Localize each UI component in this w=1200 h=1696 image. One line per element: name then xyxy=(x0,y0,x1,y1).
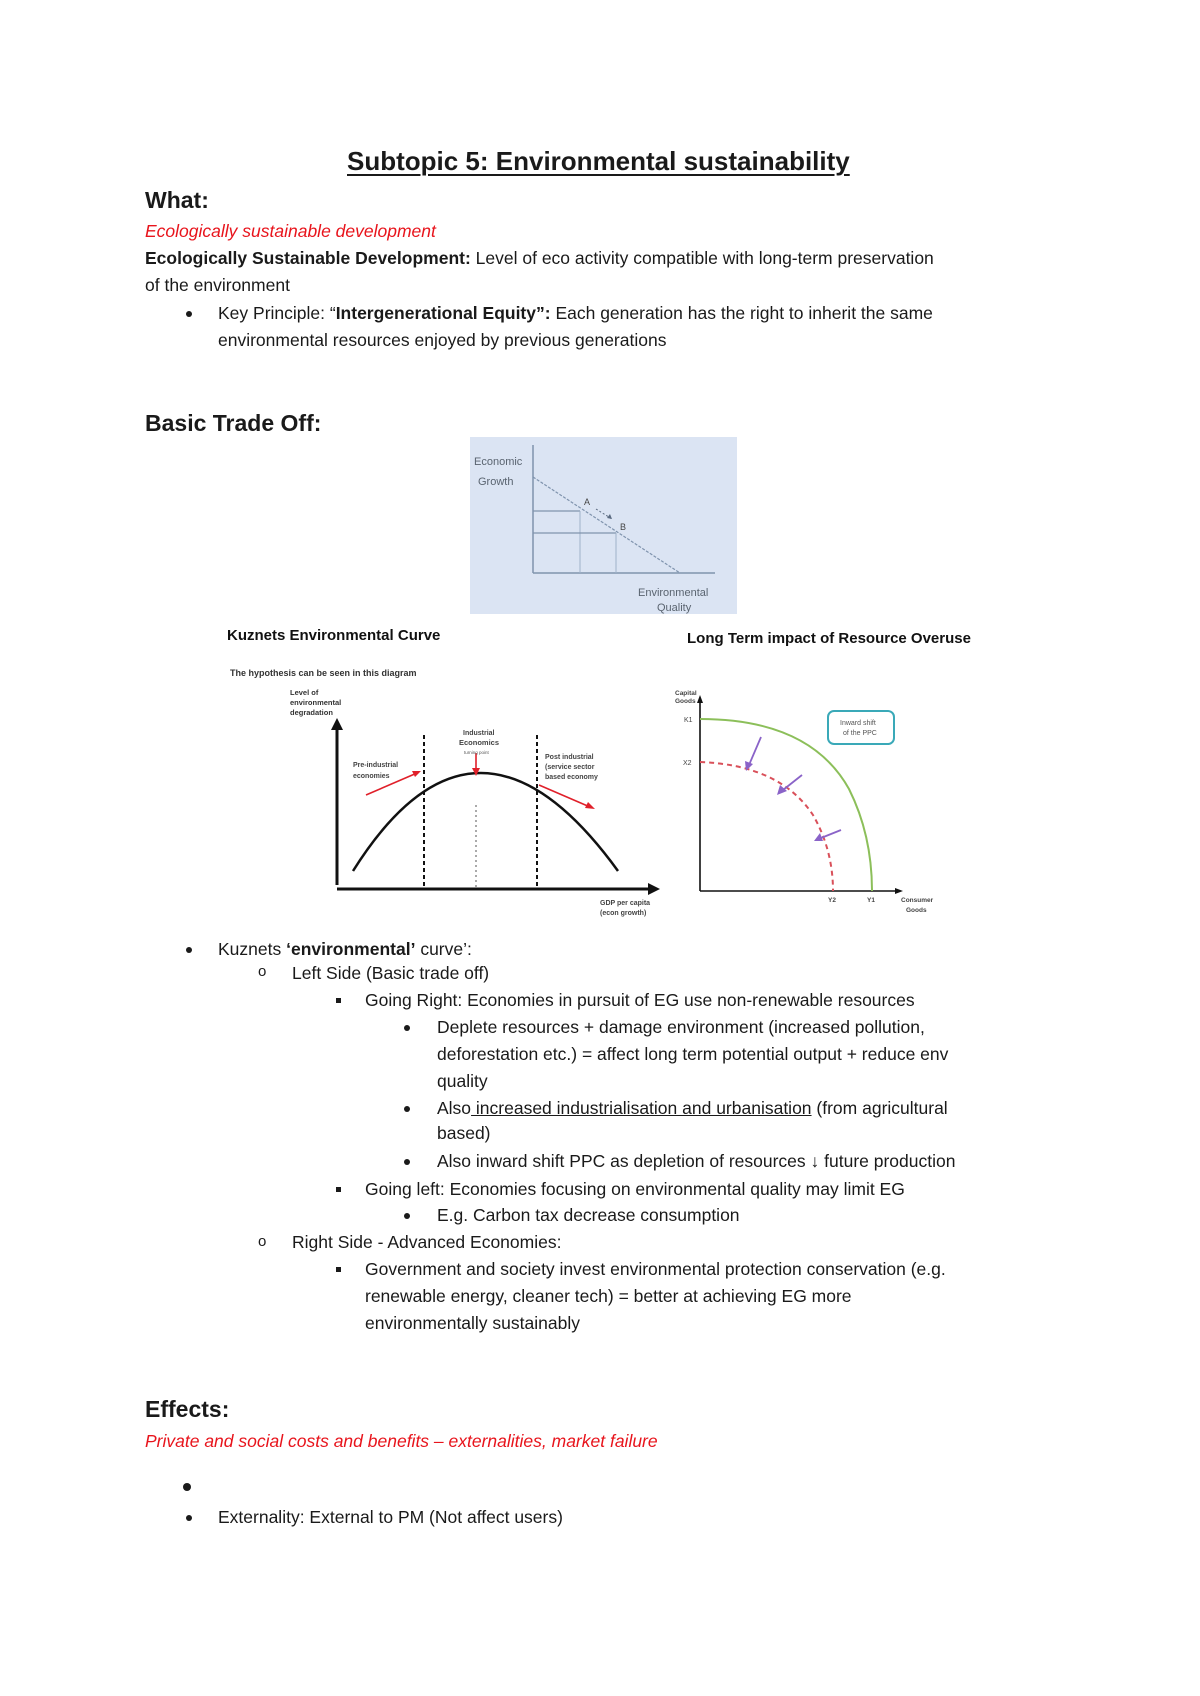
pre-industrial-label: Pre-industrial xyxy=(353,762,399,769)
pre-industrial-label-2: economies xyxy=(353,773,390,780)
list-text-bold: ‘environmental’ xyxy=(286,939,416,959)
list-item-carbon: E.g. Carbon tax decrease consumption xyxy=(437,1205,740,1225)
definition-line xyxy=(145,245,934,272)
list-item-deplete: Deplete resources + damage environment (increased pollution, xyxy=(437,1017,925,1037)
x-axis-label-2: Goods xyxy=(906,907,927,914)
y-axis-label-2: Growth xyxy=(478,476,514,488)
list-text-underlined: increased industrialisation and urbanisation xyxy=(471,1098,812,1118)
subheading-ecological: Ecologically sustainable development xyxy=(145,221,436,241)
y1-label: Y1 xyxy=(867,897,875,904)
list-item-right-side: Right Side - Advanced Economies: xyxy=(292,1232,562,1252)
list-item-government-2: renewable energy, cleaner tech) = better at achieving EG more xyxy=(365,1286,852,1306)
list-item-externality: Externality: External to PM (Not affect users) xyxy=(218,1507,563,1527)
key-principle-suffix: ”: xyxy=(536,303,551,323)
kuznets-subtitle: The hypothesis can be seen in this diagram xyxy=(230,668,417,678)
post-industrial-label-2: (service sector xyxy=(545,764,595,771)
heading-what: What: xyxy=(145,187,209,213)
x-axis-label: Consumer xyxy=(901,897,934,904)
inward-shift-label-2: of the PPC xyxy=(843,730,877,737)
trade-off-diagram xyxy=(470,437,737,614)
list-text: Also xyxy=(437,1098,472,1118)
y-axis-label: Capital xyxy=(675,690,697,697)
key-principle-prefix: Key Principle: “ xyxy=(218,303,336,323)
list-text: Kuznets xyxy=(218,939,287,959)
inward-shift-label: Inward shift xyxy=(840,720,876,727)
list-item-left-side: Left Side (Basic trade off) xyxy=(292,963,490,983)
k1-label: K1 xyxy=(684,717,693,724)
list-text: (from agricultural xyxy=(811,1098,948,1118)
list-item-inward: Also inward shift PPC as depletion of resources ↓ future production xyxy=(437,1151,956,1171)
list-item-deplete-3: quality xyxy=(437,1071,488,1091)
square-bullet-icon xyxy=(336,1187,341,1192)
point-b-label: B xyxy=(620,522,627,532)
industrial-label: Industrial xyxy=(463,730,495,737)
heading-effects: Effects: xyxy=(145,1396,230,1422)
y2-label: Y2 xyxy=(828,897,836,904)
bullet-icon xyxy=(404,1106,410,1112)
y-axis-label: Economic xyxy=(474,456,523,468)
definition-term: Ecologically Sustainable Development: xyxy=(145,248,471,268)
trade-off-chart xyxy=(470,437,737,614)
x-axis-label: Environmental xyxy=(638,587,709,599)
x2-label: X2 xyxy=(683,760,692,767)
key-principle-line-2: environmental resources enjoyed by previous generations xyxy=(218,330,667,350)
turning-point-label: turning point xyxy=(464,750,489,755)
list-item-going-left: Going left: Economies focusing on environmental quality may limit EG xyxy=(365,1179,905,1199)
definition-text: Level of eco activity compatible with long-term preservation xyxy=(470,248,934,268)
bullet-icon xyxy=(404,1213,410,1219)
ppc-caption: Long Term impact of Resource Overuse xyxy=(687,630,971,647)
circle-bullet-icon: o xyxy=(258,1233,267,1250)
heading-trade-off: Basic Trade Off: xyxy=(145,410,322,436)
list-item-government-3: environmentally sustainably xyxy=(365,1313,580,1333)
list-item-going-right: Going Right: Economies in pursuit of EG use non-renewable resources xyxy=(365,990,915,1010)
circle-bullet-icon: o xyxy=(258,963,267,980)
list-item-deplete-2: deforestation etc.) = affect long term potential output + reduce env xyxy=(437,1044,949,1064)
bullet-icon xyxy=(186,311,192,317)
key-principle-text: Each generation has the right to inherit the same xyxy=(550,303,933,323)
key-principle-term: Intergenerational Equity xyxy=(335,303,536,323)
kuznets-chart xyxy=(280,685,680,925)
y-axis-label-2: Goods xyxy=(675,698,696,705)
post-industrial-label: Post industrial xyxy=(545,754,594,761)
list-item-kuznets xyxy=(218,936,472,963)
x-axis-label: GDP per capita xyxy=(600,900,651,907)
definition-line-2: of the environment xyxy=(145,275,290,295)
point-a-label: A xyxy=(584,497,591,507)
x-axis-label-2: Quality xyxy=(657,602,692,614)
list-item-government: Government and society invest environmental protection conservation (e.g. xyxy=(365,1259,946,1279)
y-axis-label: Level of xyxy=(290,688,319,697)
y-axis-label-3: degradation xyxy=(290,708,333,717)
y-axis-label-2: environmental xyxy=(290,698,342,707)
square-bullet-icon xyxy=(336,1267,341,1272)
bullet-icon xyxy=(186,947,192,953)
bullet-icon xyxy=(183,1483,191,1491)
list-text: curve’: xyxy=(415,939,472,959)
subheading-private-social: Private and social costs and benefits – externalities, market failure xyxy=(145,1431,658,1451)
list-item-also xyxy=(437,1095,948,1122)
industrial-label-2: Economics xyxy=(459,738,500,747)
square-bullet-icon xyxy=(336,998,341,1003)
kuznets-caption: Kuznets Environmental Curve xyxy=(227,627,441,644)
ppc-chart xyxy=(665,685,945,925)
key-principle-line xyxy=(218,300,933,327)
list-item-also-2: based) xyxy=(437,1123,491,1143)
bullet-icon xyxy=(404,1025,410,1031)
bullet-icon xyxy=(404,1159,410,1165)
page-title: Subtopic 5: Environmental sustainability xyxy=(347,146,850,176)
x-axis-label-2: (econ growth) xyxy=(600,910,647,917)
bullet-icon xyxy=(186,1515,192,1521)
post-industrial-label-3: based economy xyxy=(545,774,598,781)
